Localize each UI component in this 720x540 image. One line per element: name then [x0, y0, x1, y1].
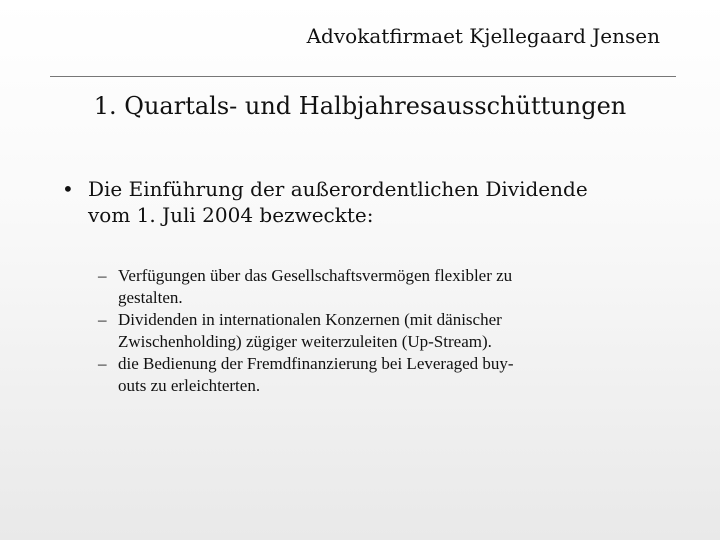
sub-bullet-line: die Bedienung der Fremdfinanzierung bei Leveraged buy-	[118, 354, 514, 373]
sub-bullet-item	[88, 353, 668, 397]
sub-bullet-line: Zwischenholding) zügiger weiterzuleiten (Up-Stream).	[118, 332, 492, 351]
sub-bullet-item	[88, 309, 668, 353]
main-bullet-line: vom 1. Juli 2004 bezweckte:	[88, 203, 374, 227]
sub-bullet-line: Dividenden in internationalen Konzernen (mit dänischer	[118, 310, 502, 329]
sub-bullet-line: outs zu erleichterten.	[118, 376, 261, 395]
sub-bullet-list	[88, 265, 668, 397]
sub-bullet-line: gestalten.	[118, 288, 183, 307]
sub-bullet-line: Verfügungen über das Gesellschaftsvermögen flexibler zu	[118, 266, 513, 285]
dash-marker: –	[98, 310, 107, 329]
bullet-marker: •	[62, 177, 74, 201]
slide-title: 1. Quartals- und Halbjahresausschüttungen	[93, 92, 627, 120]
firm-name: Advokatfirmaet Kjellegaard Jensen	[306, 24, 660, 48]
main-bullet-text	[88, 176, 648, 228]
dash-marker: –	[98, 266, 107, 285]
main-bullet-line: Die Einführung der außerordentlichen Dividende	[88, 177, 588, 201]
header-divider	[50, 76, 676, 77]
sub-bullet-item	[88, 265, 668, 309]
dash-marker: –	[98, 354, 107, 373]
